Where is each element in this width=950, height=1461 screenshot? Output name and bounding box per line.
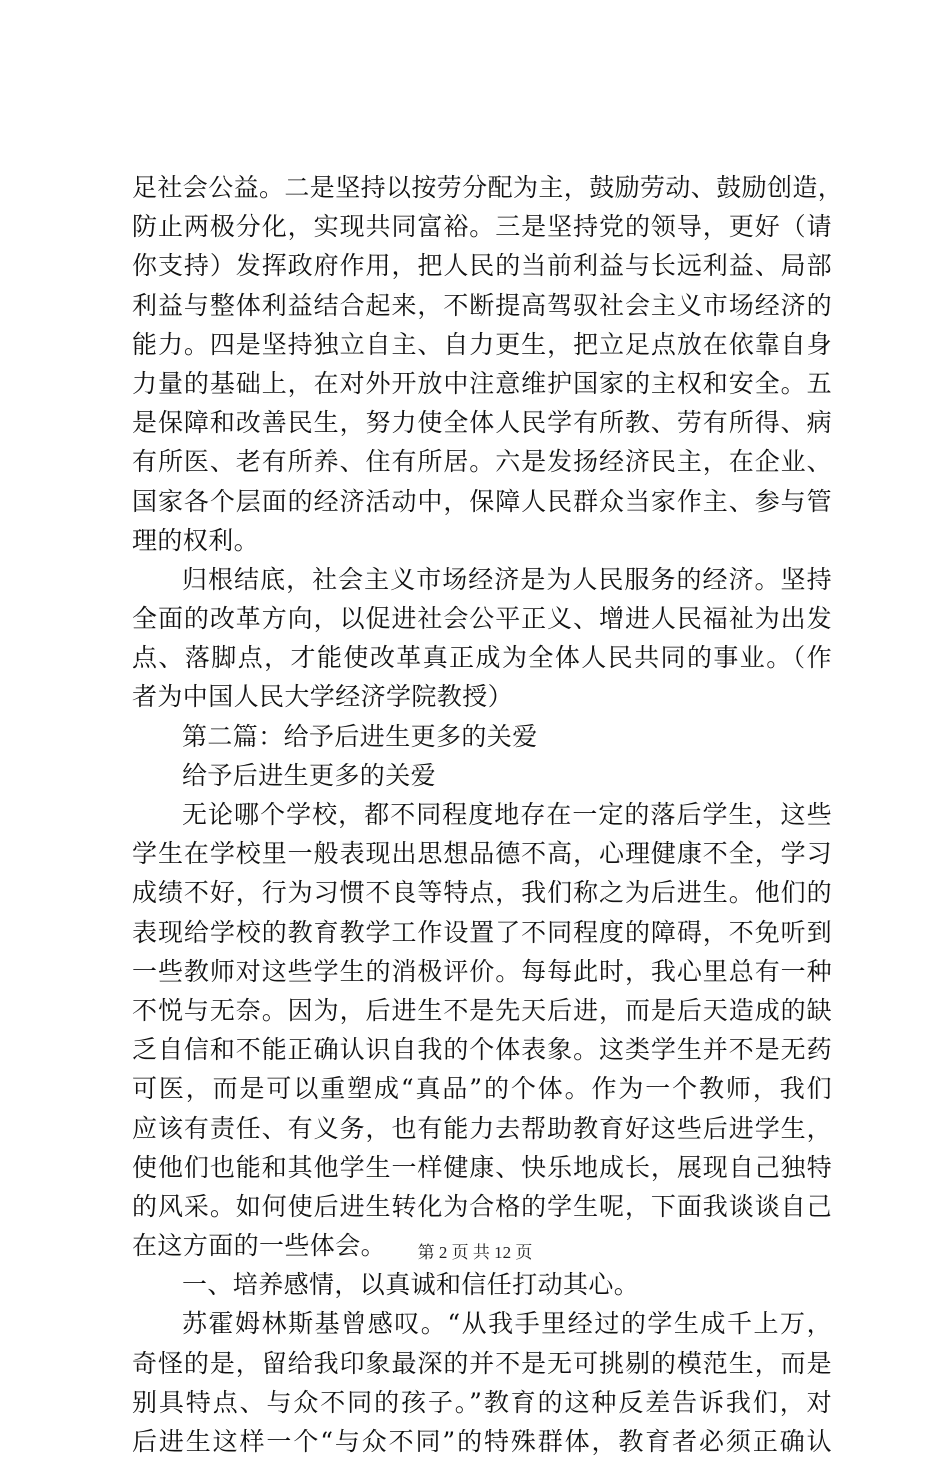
- text-line: 点、落脚点，才能使改革真正成为全体人民共同的事业。（作: [132, 643, 832, 673]
- text-line: 有所医、老有所养、住有所居。六是发扬经济民主，在企业、: [132, 447, 832, 477]
- subsection-heading: 一、培养感情，以真诚和信任打动其心。: [182, 1270, 640, 1300]
- text-line: 使他们也能和其他学生一样健康、快乐地成长，展现自己独特: [132, 1152, 832, 1182]
- text-line: 不悦与无奈。因为，后进生不是先天后进，而是后天造成的缺: [132, 995, 832, 1025]
- text-line: 利益与整体利益结合起来，不断提高驾驭社会主义市场经济的: [132, 290, 832, 320]
- text-line: 国家各个层面的经济活动中，保障人民群众当家作主、参与管: [132, 486, 832, 516]
- text-line: 的风采。如何使后进生转化为合格的学生呢，下面我谈谈自己: [132, 1191, 832, 1221]
- text-line: 足社会公益。二是坚持以按劳分配为主，鼓励劳动、鼓励创造，: [132, 173, 844, 202]
- text-line: 一些教师对这些学生的消极评价。每每此时，我心里总有一种: [132, 956, 832, 986]
- page-number-footer: 第 2 页 共 12 页: [417, 1243, 533, 1262]
- text-line: 你支持）发挥政府作用，把人民的当前利益与长远利益、局部: [132, 251, 832, 281]
- text-line: 奇怪的是，留给我印象最深的并不是无可挑剔的模范生，而是: [132, 1348, 832, 1378]
- text-line: 成绩不好，行为习惯不良等特点，我们称之为后进生。他们的: [132, 878, 832, 908]
- text-line: 应该有责任、有义务，也有能力去帮助教育好这些后进学生，: [132, 1113, 832, 1143]
- text-line: 后进生这样一个“与众不同”的特殊群体，教育者必须正确认: [132, 1427, 832, 1456]
- text-line: 全面的改革方向，以促进社会公平正义、增进人民福祉为出发: [132, 604, 832, 634]
- text-line: 别具特点、与众不同的孩子。”教育的这种反差告诉我们，对: [132, 1387, 832, 1417]
- text-line: 防止两极分化，实现共同富裕。三是坚持党的领导，更好（请: [132, 212, 832, 242]
- text-line: 在这方面的一些体会。: [132, 1231, 387, 1261]
- text-line: 乏自信和不能正确认识自我的个体表象。这类学生并不是无药: [132, 1035, 832, 1065]
- text-line: 能力。四是坚持独立自主、自力更生，把立足点放在依靠自身: [132, 329, 832, 359]
- text-line: 归根结底，社会主义市场经济是为人民服务的经济。坚持: [182, 564, 832, 594]
- text-line: 理的权利。: [132, 525, 260, 555]
- document-body: [132, 168, 844, 1461]
- text-line: 表现给学校的教育教学工作设置了不同程度的障碍，不免听到: [132, 917, 832, 947]
- text-line: 学生在学校里一般表现出思想品德不高，心理健康不全，学习: [132, 839, 832, 869]
- text-line: 者为中国人民大学经济学院教授）: [132, 682, 514, 712]
- text-line: 苏霍姆林斯基曾感叹。“从我手里经过的学生成千上万，: [182, 1309, 832, 1339]
- section-title: 第二篇：给予后进生更多的关爱: [182, 721, 538, 751]
- text-line: 力量的基础上，在对外开放中注意维护国家的主权和安全。五: [132, 368, 832, 398]
- text-line: 可医，而是可以重塑成“真品”的个体。作为一个教师，我们: [132, 1074, 832, 1104]
- text-line: 无论哪个学校，都不同程度地存在一定的落后学生，这些: [182, 800, 832, 829]
- text-line: 是保障和改善民生，努力使全体人民学有所教、劳有所得、病: [132, 408, 832, 438]
- article-title: 给予后进生更多的关爱: [182, 760, 437, 790]
